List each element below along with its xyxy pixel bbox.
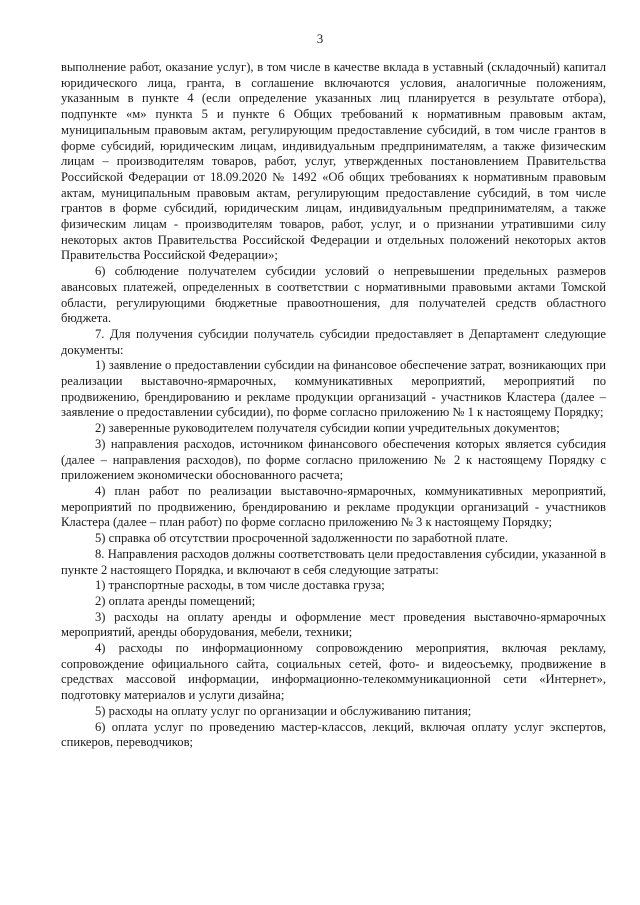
paragraph-7-item-1: 1) заявление о предоставлении субсидии на финансовое обеспечение затрат, возникающих при реализации выставочно-ярмарочных, коммуникативных мероприятий, мероприятий по продвижению, брендированию и рекламе продукции организаций - участников Кластера (далее – заявление о предоставлении субсидии), по форме согласно приложению № 1 к настоящему Порядку;	[61, 358, 606, 420]
paragraph-8-item-1: 1) транспортные расходы, в том числе доставка груза;	[95, 578, 385, 593]
paragraph-8-item-2: 2) оплата аренды помещений;	[95, 593, 256, 608]
paragraph-7-item-4: 4) план работ по реализации выставочно-ярмарочных, коммуникативных мероприятий, мероприятий по продвижению, брендированию и рекламе продукции организаций - участников Кластера (далее – план работ) по форме согласно приложению № 3 к настоящему Порядку;	[61, 483, 606, 530]
document-body	[61, 60, 606, 751]
paragraph-8-item-5: 5) расходы на оплату услуг по организации и обслуживанию питания;	[95, 703, 472, 718]
page-number: 3	[316, 31, 324, 46]
paragraph-7-item-5: 5) справка об отсутствии просроченной задолженности по заработной плате.	[95, 531, 508, 546]
paragraph-8-item-3: 3) расходы на оплату аренды и оформление мест проведения выставочно-ярмарочных мероприятий, аренды оборудования, мебели, техники;	[61, 609, 606, 640]
paragraph-section-7: 7. Для получения субсидии получатель субсидии предоставляет в Департамент следующие документы:	[61, 326, 606, 357]
paragraph-item-6-advance-payments: 6) соблюдение получателем субсидии условий о непревышении предельных размеров авансовых платежей, определенных в соответствии с нормативными правовыми актами Томской области, регулирующими бюджетные правоотношения, для получателей средств областного бюджета.	[61, 264, 606, 326]
paragraph-8-item-4: 4) расходы по информационному сопровождению мероприятия, включая рекламу, сопровождение официального сайта, социальных сетей, фото- и видеосъемку, продвижение в средствах массовой информации, информационно-телекоммуникационной сети «Интернет», подготовку материалов и услуги дизайна;	[61, 641, 606, 703]
paragraph-continuation: выполнение работ, оказание услуг), в том числе в качестве вклада в уставный (складочный) капитал юридического лица, гранта, в соглашение включаются условия, аналогичные положениям, указанным в пункте 4 (если определение указанных лиц планируется в результате отбора), подпункте «м» пункта 5 и пункте 6 Общих требований к нормативным правовым актам, муниципальным правовым актам, регулирующим предоставление субсидий, в том числе грантов в форме субсидий, юридическим лицам, индивидуальным предпринимателям, а также физическим лицам – производителям товаров, работ, услуг, утвержденных постановлением Правительства Российской Федерации от 18.09.2020 № 1492 «Об общих требованиях к нормативным правовым актам, муниципальным правовым актам, регулирующим предоставление субсидий, в том числе грантов в форме субсидий, юридическим лицам, индивидуальным предпринимателям, а также физическим лицам - производителям товаров, работ, услуг, и о признании утратившими силу некоторых актов Правительства Российской Федерации и отдельных положений некоторых актов Правительства Российской Федерации»;	[61, 60, 606, 263]
paragraph-8-item-6: 6) оплата услуг по проведению мастер-классов, лекций, включая оплату услуг экспертов, спикеров, переводчиков;	[61, 719, 606, 750]
paragraph-section-8: 8. Направления расходов должны соответствовать цели предоставления субсидии, указанной в пункте 2 настоящего Порядка, и включают в себя следующие затраты:	[61, 546, 606, 577]
paragraph-7-item-3: 3) направления расходов, источником финансового обеспечения которых является субсидия (далее – направления расходов), по форме согласно приложению № 2 к настоящему Порядку с приложением экономически обоснованного расчета;	[61, 436, 606, 483]
paragraph-7-item-2: 2) заверенные руководителем получателя субсидии копии учредительных документов;	[95, 421, 560, 436]
